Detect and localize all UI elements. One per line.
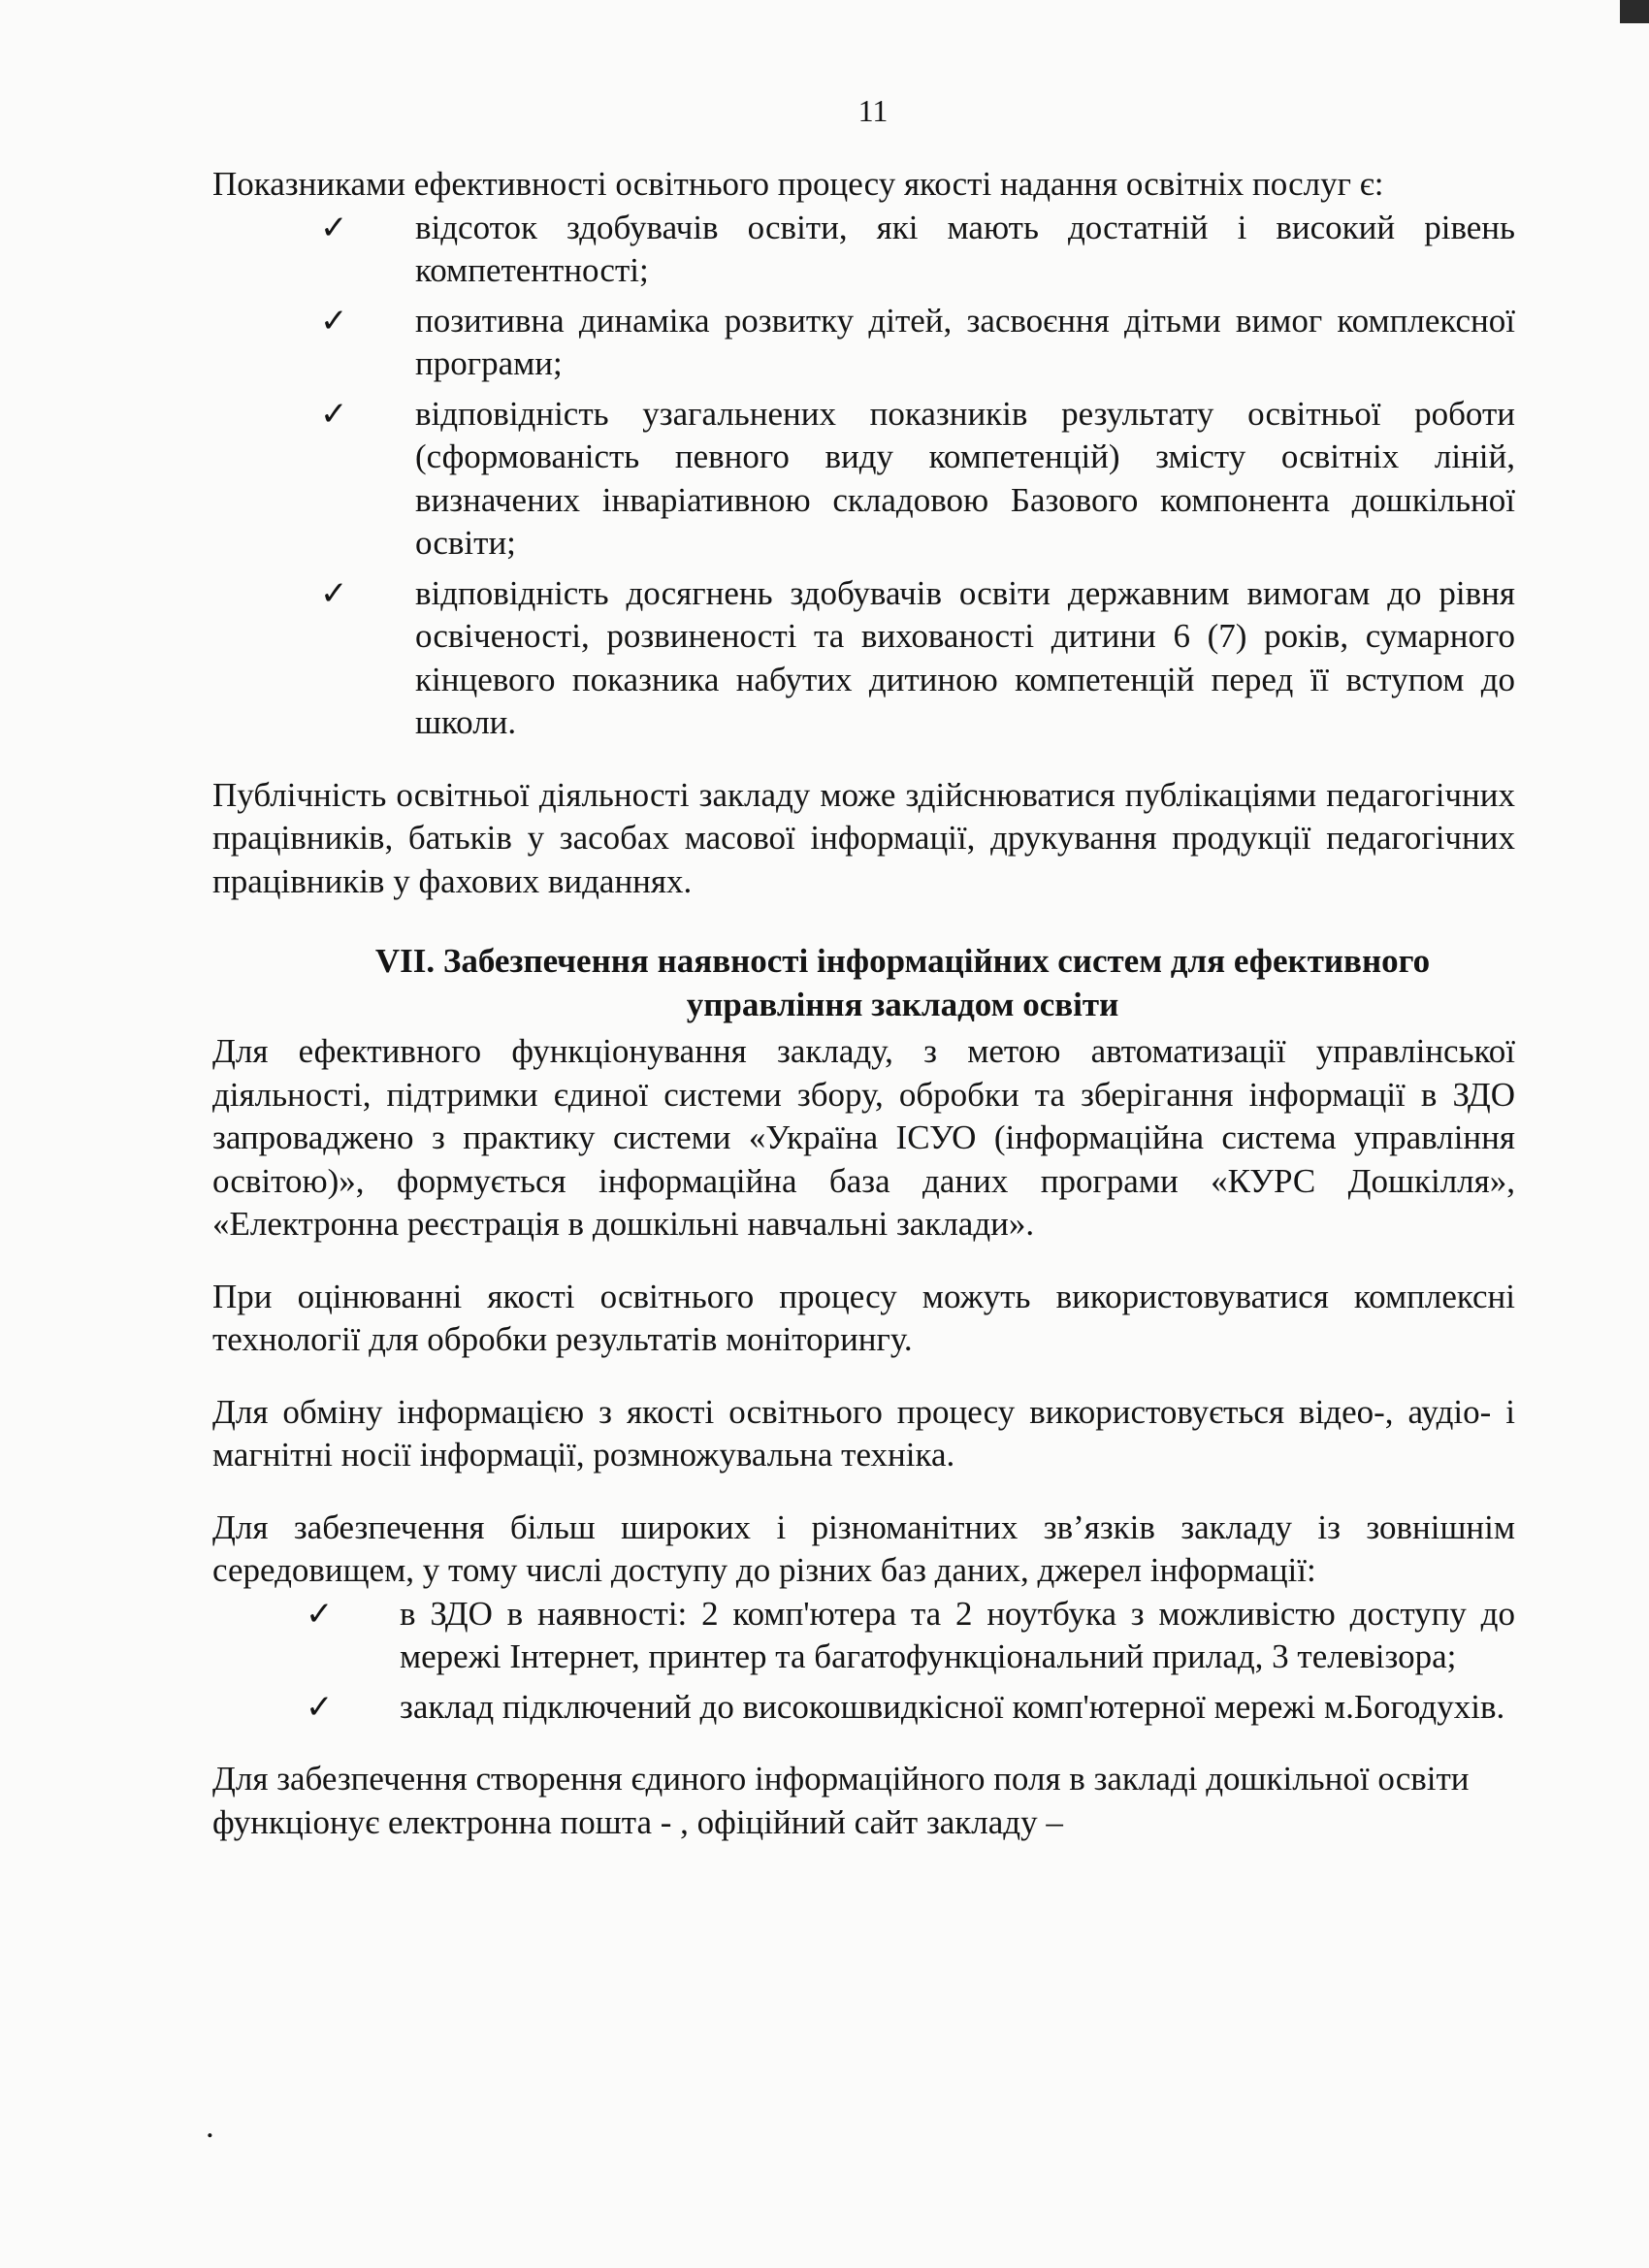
- connections-paragraph: Для забезпечення більш широких і різноманітних зв’язків закладу із зовнішнім середовищем, у тому числі доступу до різних баз даних, джерел інформації:: [212, 1507, 1515, 1589]
- evaluation-paragraph: При оцінюванні якості освітнього процесу можуть використовуватися комплексні технології для обробки результатів моніторингу.: [212, 1277, 1515, 1358]
- indicators-list: [212, 207, 1515, 745]
- closing-paragraph: Для забезпечення створення єдиного інформаційного поля в закладі дошкільної освіти функціонує електронна пошта - , офіційний сайт закладу –: [212, 1760, 1470, 1841]
- indicators-block: [212, 163, 1515, 745]
- list-item: ✓ відсоток здобувачів освіти, які мають достатній і високий рівень компетентності;: [320, 208, 1515, 289]
- publicity-paragraph: Публічність освітньої діяльності закладу може здійснюватися публікаціями педагогічних працівників, батьків у засобах масової інформації, друкування продукції педагогічних працівників у фахових виданнях.: [212, 775, 1515, 900]
- exchange-paragraph: Для обміну інформацією з якості освітнього процесу використовується відео-, аудіо- і магнітні носії інформації, розмножувальна техніка.: [212, 1392, 1515, 1474]
- connections-block: [212, 1507, 1515, 1730]
- intro-paragraph: Показниками ефективності освітнього процесу якості надання освітніх послуг є:: [212, 165, 1384, 203]
- list-item: ✓ позитивна динаміка розвитку дітей, засвоєння дітьми вимог комплексної програми;: [320, 301, 1515, 382]
- footer-mark: .: [206, 2107, 214, 2145]
- checkmark-icon: ✓: [320, 394, 348, 434]
- equipment-list: [212, 1593, 1515, 1730]
- checkmark-icon: ✓: [320, 208, 348, 247]
- list-item: ✓ відповідність досягнень здобувачів освіти державним вимогам до рівня освіченості, розвиненості та вихованості дитини 6 (7) років, сумарного кінцевого показника набутих дитиною компетенцій перед її вступом до школи.: [320, 573, 1515, 741]
- page-number: 11: [857, 93, 889, 128]
- page-content: [212, 163, 1515, 1844]
- checkmark-icon: ✓: [306, 1687, 334, 1727]
- checkmark-icon: ✓: [320, 573, 348, 613]
- list-item: ✓ в ЗДО в наявності: 2 комп'ютера та 2 ноутбука з можливістю доступу до мережі Інтернет, принтер та багатофункціональний прилад, 3 телевізора;: [306, 1594, 1515, 1675]
- list-item: ✓ відповідність узагальнених показників результату освітньої роботи (сформованість певного виду компетенцій) змісту освітніх ліній, визначених інваріативною складовою Базового компонента дошкільної освіти;: [320, 394, 1515, 562]
- checkmark-icon: ✓: [320, 301, 348, 340]
- scan-edge: [1620, 0, 1649, 23]
- section-heading: VII. Забезпечення наявності інформаційних систем для ефективного управління закладом освіти: [374, 942, 1431, 1023]
- list-item: ✓ заклад підключений до високошвидкісної комп'ютерної мережі м.Богодухів.: [212, 1686, 1515, 1730]
- info-systems-paragraph: Для ефективного функціонування закладу, з метою автоматизації управлінської діяльності, підтримки єдиної системи збору, обробки та зберігання інформації в ЗДО запроваджено з практику системи «Україна ІСУО (інформаційна система управління освітою)», формується інформаційна база даних програми «КУРС Дошкілля», «Електронна реєстрація в дошкільні навчальні заклади».: [212, 1032, 1515, 1243]
- checkmark-icon: ✓: [306, 1594, 334, 1634]
